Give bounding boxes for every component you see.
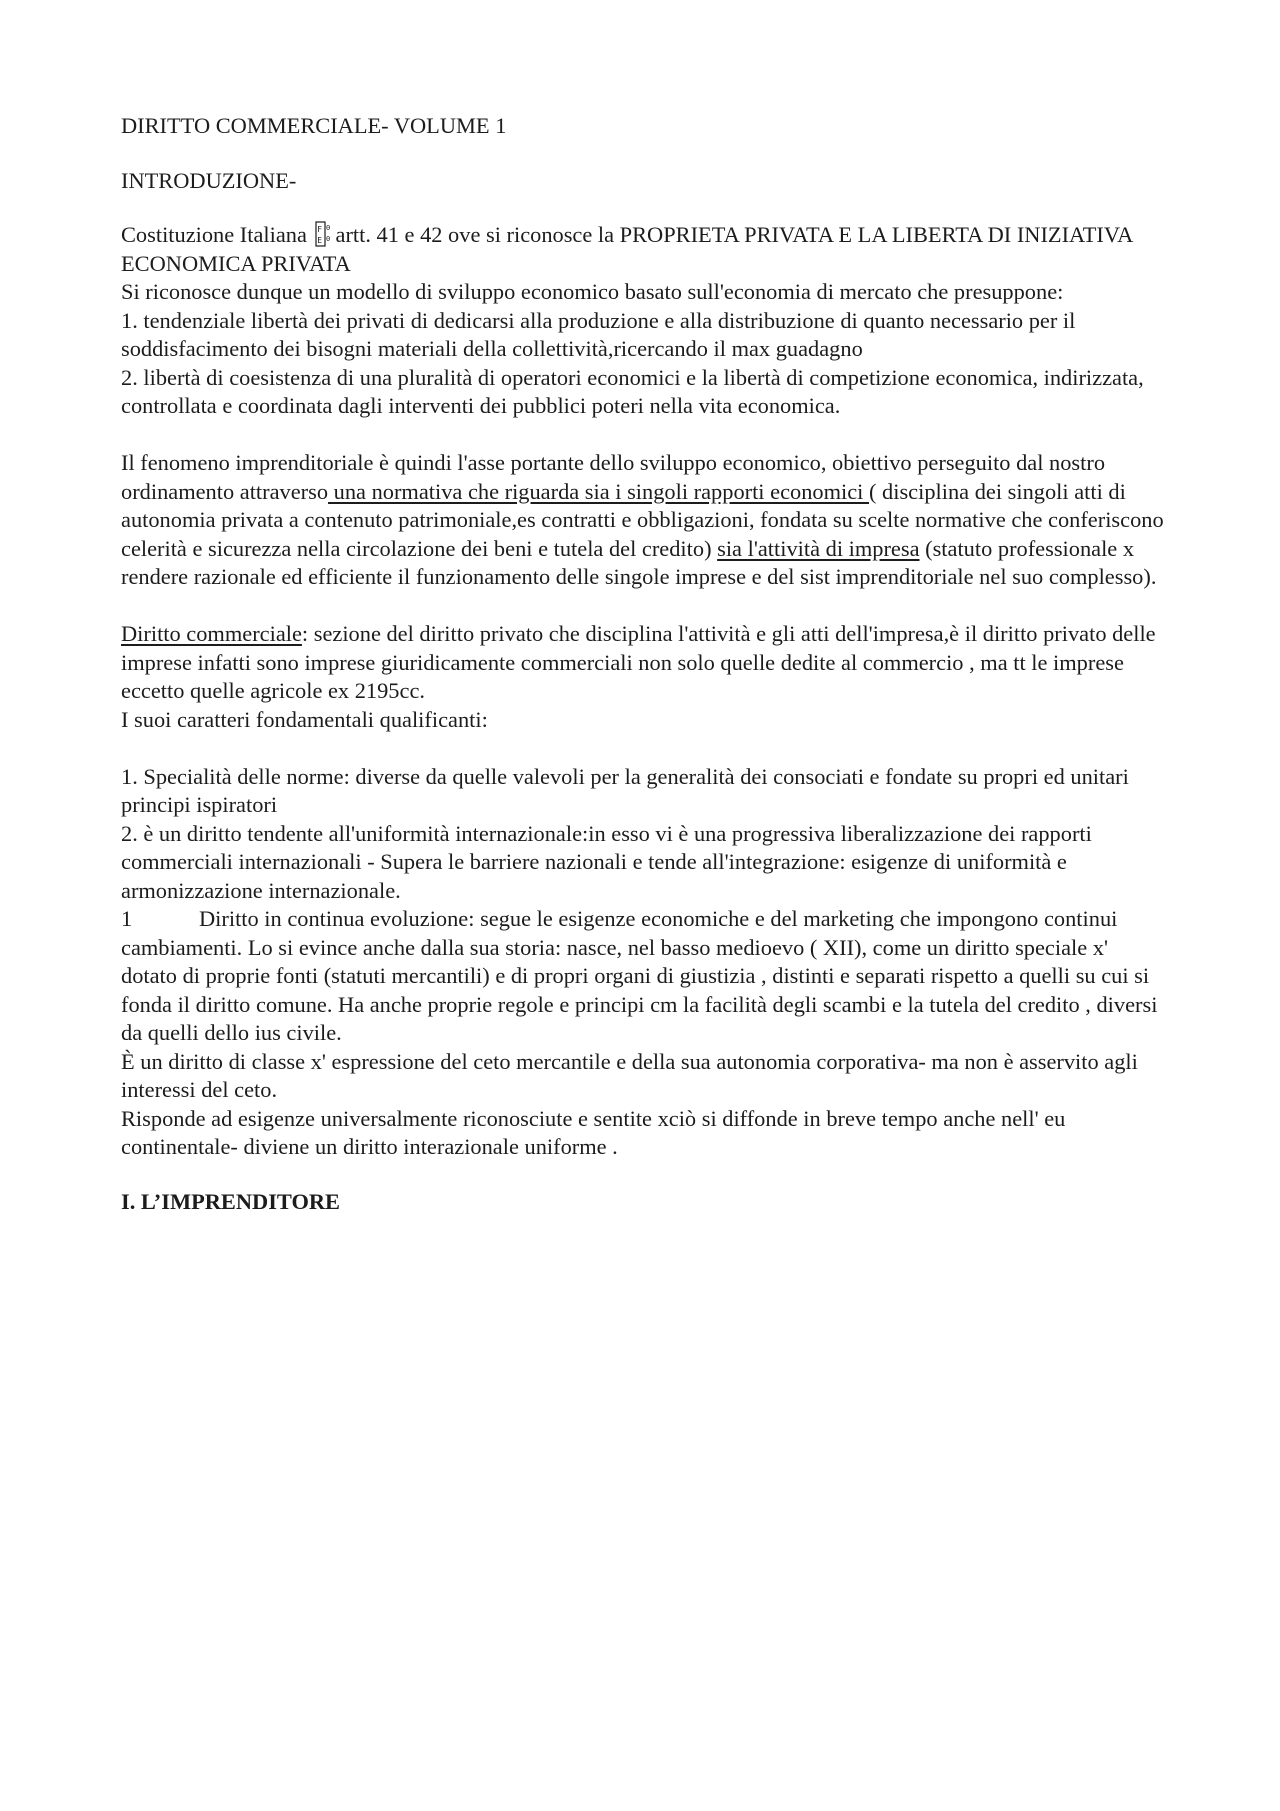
paragraph-costituzione-text-b: artt. 41 e 42 ove si riconosce la PROPRIETA PRIVATA E LA LIBERTA DI INIZIATIVA ECONOMICA PRIVATA [121,222,1133,276]
list-item-evoluzione-text: Diritto in continua evoluzione: segue le esigenze economiche e del marketing che impongono continui cambiamenti. Lo si evince anche dalla sua storia: nasce, nel basso medioevo ( XII), come un diritto speciale x' dotato di proprie fonti (statuti mercantili) e di propri organi di giustizia , distinti e separati rispetto a quelli su cui si fonda il diritto comune. Ha anche proprie regole e principi cm la facilità degli scambi e la tutela del credito , diversi da quelli dello ius civile. [121,906,1158,1045]
list-item-evoluzione [121,905,1166,1048]
paragraph-caratteri: I suoi caratteri fondamentali qualificanti: [121,706,488,732]
spacer [121,592,1166,621]
spacer [121,421,1166,450]
list-item-2: 2. libertà di coesistenza di una pluralità di operatori economici e la libertà di competizione economica, indirizzata, controllata e coordinata dagli interventi dei pubblici poteri nella vita economica. [121,364,1144,418]
svg-text:E: E [316,236,322,245]
missing-glyph-box-icon [315,221,335,247]
paragraph-diritto-commerciale-text: : sezione del diritto privato che disciplina l'attività e gli atti dell'impresa,è il diritto privato delle imprese infatti sono imprese giuridicamente commerciali non solo quelle dedite al commercio , ma tt le imprese eccetto quelle agricole ex 2195cc. [121,621,1156,703]
underlined-diritto-commerciale: Diritto commerciale [121,621,302,646]
paragraph-fenomeno [121,449,1166,592]
paragraph-diritto-commerciale [121,620,1166,706]
paragraph-costituzione-text-a: Costituzione Italiana [121,222,313,247]
list-item-number: 1 [121,906,133,931]
paragraph-risponde: Risponde ad esigenze universalmente riconosciute e sentite xciò si diffonde in breve tempo anche nell' eu continentale- diviene un diritto interazionale uniforme . [121,1105,1066,1159]
section-heading-imprenditore: I. L’IMPRENDITORE [121,1188,340,1214]
paragraph-diritto-classe: È un diritto di classe x' espressione del ceto mercantile e della sua autonomia corporativa- ma non è asservito agli interessi del ceto. [121,1048,1138,1102]
document-page [121,112,1166,1216]
list-item-specialita: 1. Specialità delle norme: diverse da quelle valevoli per la generalità dei consociati e fondate su propri ed unitari principi ispiratori [121,763,1129,817]
intro-heading: INTRODUZIONE- [121,167,297,193]
document-title: DIRITTO COMMERCIALE- VOLUME 1 [121,113,507,138]
paragraph-fenomeno-text-b: ( disciplina dei singoli atti di autonomia privata a contenuto patrimoniale,es contratti e obbligazioni, fondata su scelte normative che conferiscono celerità e sicurezza nella circolazione dei beni e tutela del credito) [121,478,1164,561]
paragraph-fenomeno-text-a: Il fenomeno imprenditoriale è quindi l'asse portante dello sviluppo economico, obiettivo perseguito dal nostro ordinamento attraverso [121,450,1106,504]
svg-text:0: 0 [325,224,330,232]
svg-text:F: F [316,225,322,234]
underlined-attivita-impresa: sia l'attività di impresa [717,535,920,561]
svg-text:0: 0 [325,235,330,243]
list-item-uniformita: 2. è un diritto tendente all'uniformità internazionale:in esso vi è una progressiva liberalizzazione dei rapporti commerciali internazionali - Supera le barriere nazionali e tende all'integrazione: esigenze di uniformità e armonizzazione internazionale. [121,820,1092,903]
paragraph-modello: Si riconosce dunque un modello di sviluppo economico basato sull'economia di mercato che presuppone: [121,279,1064,304]
paragraph-fenomeno-text-c: (statuto professionale x rendere razionale ed efficiente il funzionamento delle singole imprese e del sist imprenditoriale nel suo complesso). [121,535,1157,589]
spacer [121,734,1166,763]
list-item-1: 1. tendenziale libertà dei privati di dedicarsi alla produzione e alla distribuzione di quanto necessario per il soddisfacimento dei bisogni materiali della collettività,ricercando il max guadagno [121,307,1076,361]
underlined-normativa: una normativa che riguarda sia i singoli rapporti economici [328,478,869,504]
paragraph-costituzione [121,221,1166,278]
